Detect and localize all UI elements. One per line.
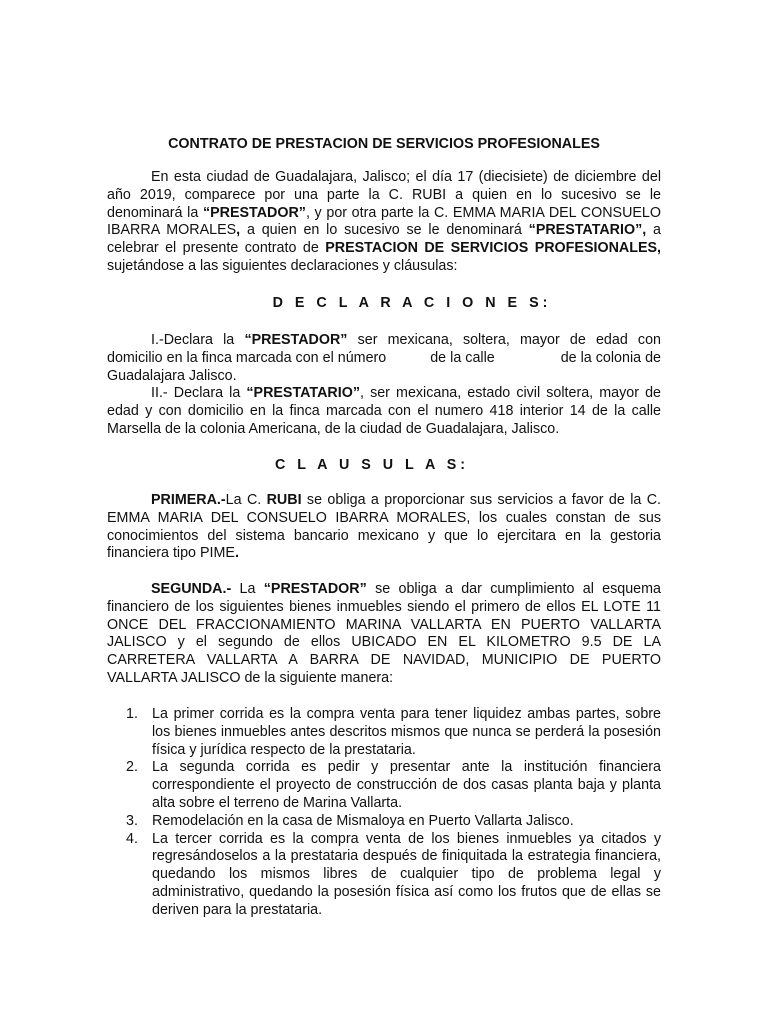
list-item-number: 3. bbox=[126, 812, 138, 829]
intro-text-4: a celebrar el presente contrato de bbox=[107, 222, 661, 257]
decl1-text-2: ser mexicana, soltera, mayor de edad con domicilio en la finca marcada con el número bbox=[107, 332, 661, 366]
intro-text-5: sujetándose a las siguientes declaraciones y cláusulas: bbox=[107, 257, 458, 274]
intro-text-1: En esta ciudad de Guadalajara, Jalisco; el día 17 (diecisiete) de diciembre del año 2019, comparece por una parte la C. RUBI a quien en lo sucesivo se le denominará la bbox=[107, 169, 661, 221]
decl2-text-1: II.- Declara la bbox=[151, 385, 247, 401]
intro-bold-service: PRESTACION DE SERVICIOS PROFESIONALES, bbox=[325, 240, 661, 257]
list-item-number: 4. bbox=[126, 830, 138, 847]
decl2-text-2: , ser mexicana, estado civil soltera, mayor de edad y con domicilio en la finca marcada con el numero 418 interior 14 de la calle Marsella de la colonia Americana, de la ciudad de Guadalajara, Jalisco. bbox=[107, 385, 661, 437]
intro-bold-prestador: “PRESTADOR” bbox=[202, 204, 306, 221]
primera-text-2: se obliga a proporcionar sus servicios a favor de la C. EMMA MARIA DEL CONSUELO IBARRA MORALES, los cuales constan de sus conocimientos del sistema bancario mexicano y que lo ejercitara en la gestoria financiera tipo PIME bbox=[107, 492, 661, 562]
list-item-number: 1. bbox=[126, 706, 138, 722]
declaration-1 bbox=[107, 332, 661, 385]
list-item bbox=[126, 813, 661, 831]
list-item-number: 2. bbox=[126, 759, 138, 776]
decl1-bold-prestador: “PRESTADOR” bbox=[244, 332, 348, 348]
intro-text-3: a quien en lo sucesivo se le denominará bbox=[240, 222, 529, 239]
intro-paragraph bbox=[107, 169, 661, 276]
decl2-bold-prestatario: “PRESTATARIO” bbox=[246, 385, 360, 401]
list-item bbox=[126, 706, 661, 759]
intro-bold-comma: , bbox=[236, 222, 241, 239]
document-title: CONTRATO DE PRESTACION DE SERVICIOS PROFESIONALES bbox=[168, 136, 600, 152]
clause-primera bbox=[107, 492, 661, 563]
list-item-text: La segunda corrida es pedir y presentar ante la institución financiera correspondiente el proyecto de construcción de dos casas planta baja y planta alta sobre el terreno de Marina Vallarta. bbox=[152, 759, 661, 811]
list-item-text: Remodelación en la casa de Mismaloya en Puerto Vallarta Jalisco. bbox=[152, 812, 574, 829]
list-item-text: La primer corrida es la compra venta para tener liquidez ambas partes, sobre los bienes inmuebles antes descritos mismos que nunca se perderá la posesión física y jurídica respecto de la prestataria. bbox=[152, 706, 661, 758]
segunda-text-2: se obliga a dar cumplimiento al esquema financiero de los siguientes bienes inmuebles siendo el primero de ellos EL LOTE 11 ONCE DEL FRACCIONAMIENTO MARINA VALLARTA EN PUERTO VALLARTA JALISCO y el segundo de ellos UBICADO EN EL KILOMETRO 9.5 DE LA CARRETERA VALLARTA A BARRA DE NAVIDAD, MUNICIPIO DE PUERTO VALLARTA JALISCO de la siguiente manera: bbox=[107, 581, 661, 686]
segunda-text-1: La bbox=[231, 581, 264, 597]
decl1-text-3: de la calle bbox=[430, 349, 495, 366]
intro-text-2: , y por otra parte la C. EMMA MARIA DEL CONSUELO IBARRA MORALES bbox=[107, 204, 661, 239]
clause-segunda bbox=[107, 581, 661, 688]
list-item-text: La tercer corrida es la compra venta de los bienes inmuebles ya citados y regresándoselos a la prestataria después de finiquitada la estrategia financiera, quedando los mismos libres de cualquier tipo de problema legal y administrativo, quedando la posesión física así como los frutos que de ellas se deriven para la prestataria. bbox=[152, 830, 661, 918]
decl1-text-4: de la colonia de Guadalajara Jalisco. bbox=[107, 349, 661, 384]
segunda-bold-prestador: “PRESTADOR” bbox=[263, 581, 367, 597]
segunda-label: SEGUNDA.- bbox=[151, 581, 232, 597]
list-item bbox=[126, 759, 661, 812]
declaraciones-heading: D E C L A R A C I O N E S: bbox=[272, 295, 552, 311]
primera-bold-period: . bbox=[234, 545, 239, 562]
list-item bbox=[126, 831, 661, 920]
intro-bold-prestatario: “PRESTATARIO”, bbox=[528, 222, 647, 239]
declaration-2 bbox=[107, 385, 661, 438]
primera-label: PRIMERA.- bbox=[151, 492, 226, 508]
decl1-text-1: I.-Declara la bbox=[151, 332, 245, 348]
primera-bold-rubi: RUBI bbox=[266, 492, 302, 508]
primera-text-1: La C. bbox=[225, 492, 267, 508]
financial-scheme-list bbox=[126, 706, 661, 920]
clausulas-heading: C L A U S U L A S: bbox=[274, 457, 470, 473]
